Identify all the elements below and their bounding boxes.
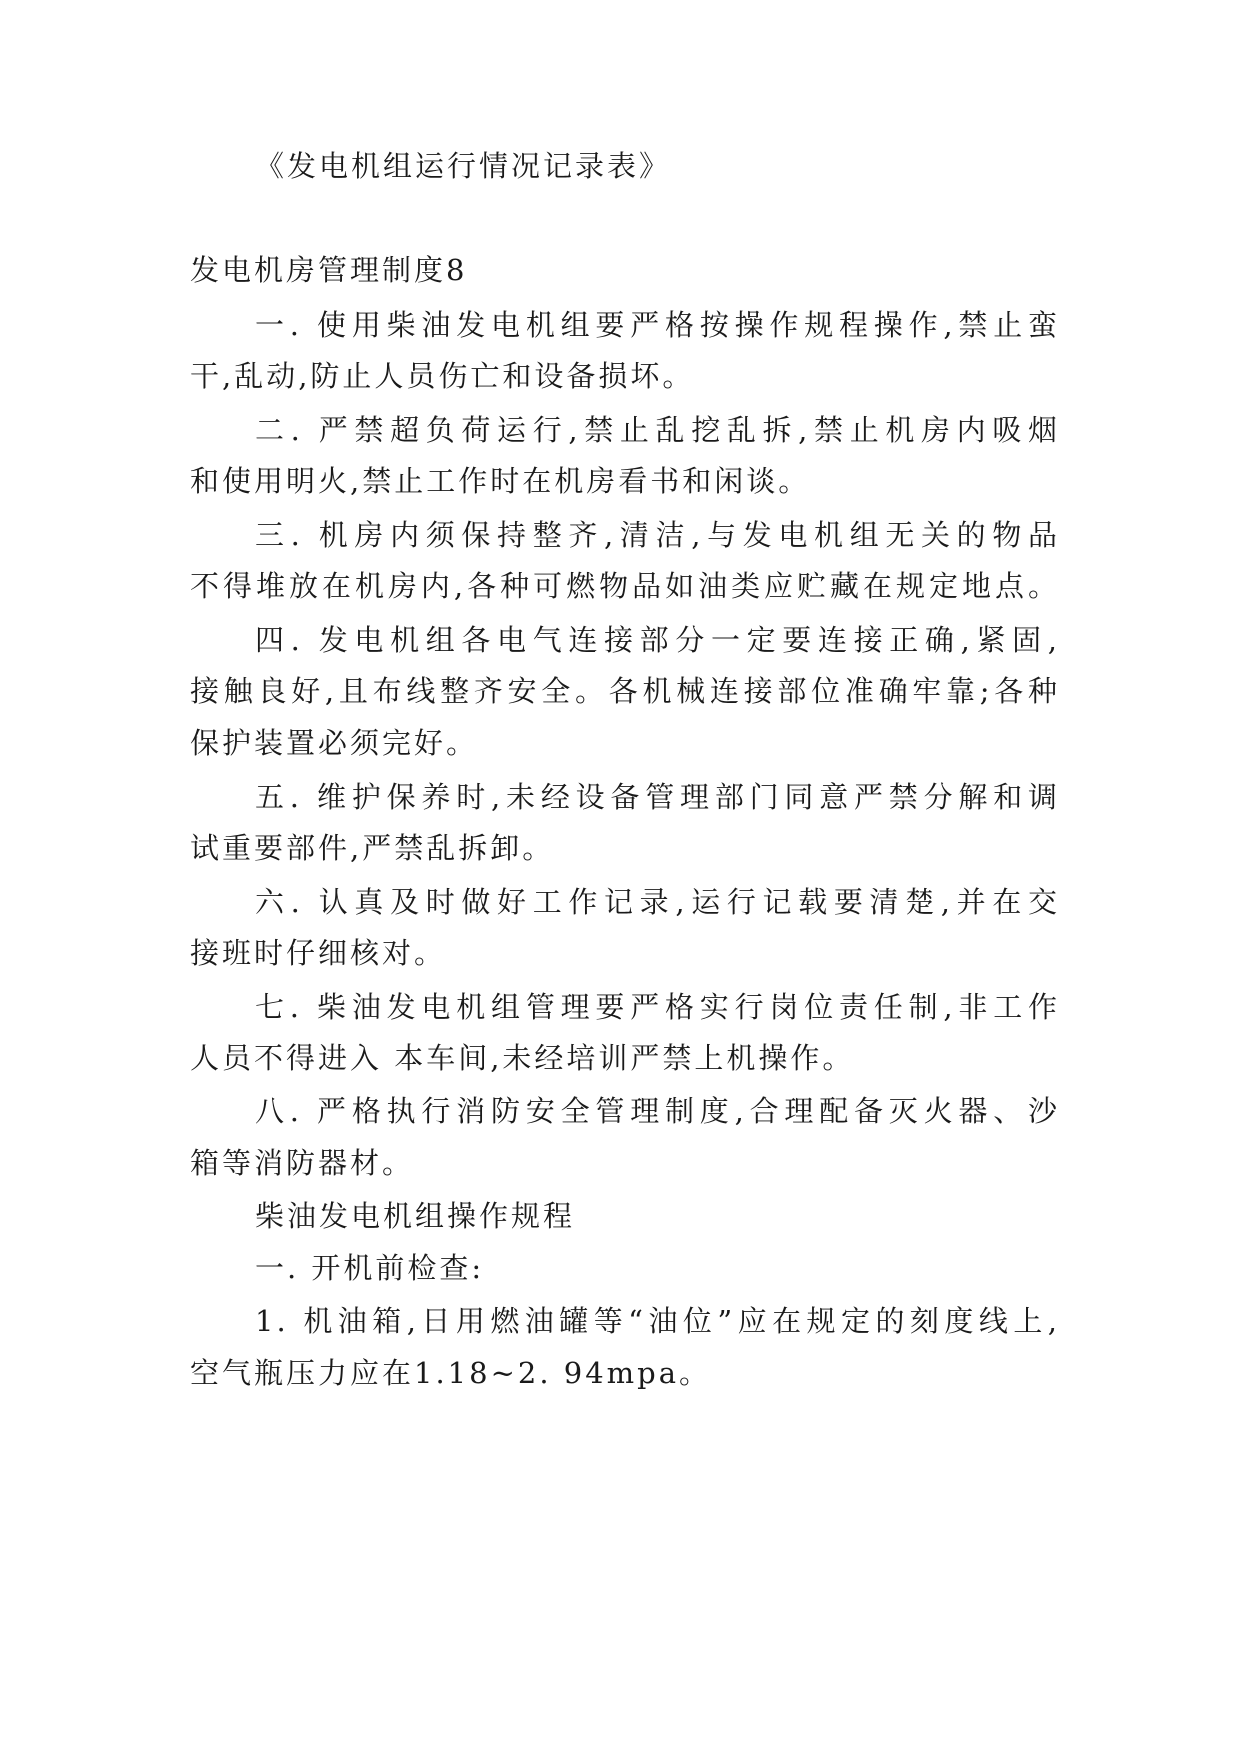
step-1-line-1: 1. 机油箱,日用燃油罐等“油位”应在规定的刻度线上,	[255, 1304, 1060, 1338]
procedure-heading: 柴油发电机组操作规程	[255, 1199, 576, 1233]
rule-8-line-1: 八. 严格执行消防安全管理制度,合理配备灭火器、沙	[255, 1094, 1060, 1128]
step-heading: 一. 开机前检查:	[255, 1251, 485, 1285]
rule-4-line-2: 接触良好,且布线整齐安全。各机械连接部位准确牢靠;各种	[190, 674, 1060, 708]
rule-7-line-2: 人员不得进入 本车间,未经培训严禁上机操作。	[190, 1041, 855, 1075]
rule-1-line-1: 一. 使用柴油发电机组要严格按操作规程操作,禁止蛮	[255, 308, 1060, 342]
rule-3-line-1: 三. 机房内须保持整齐,清洁,与发电机组无关的物品	[255, 518, 1060, 552]
rule-2-line-2: 和使用明火,禁止工作时在机房看书和闲谈。	[190, 464, 811, 498]
rule-6-line-1: 六. 认真及时做好工作记录,运行记载要清楚,并在交	[255, 885, 1060, 919]
rule-2-line-1: 二. 严禁超负荷运行,禁止乱挖乱拆,禁止机房内吸烟	[255, 413, 1060, 447]
rule-5-line-2: 试重要部件,严禁乱拆卸。	[190, 831, 555, 865]
rule-4-line-3: 保护装置必须完好。	[190, 726, 479, 760]
rule-6-line-2: 接班时仔细核对。	[190, 936, 447, 970]
step-1-line-2: 空气瓶压力应在1.18~2. 94mpa。	[190, 1356, 712, 1390]
rule-5-line-1: 五. 维护保养时,未经设备管理部门同意严禁分解和调	[255, 780, 1060, 814]
rule-1-line-2: 干,乱动,防止人员伤亡和设备损坏。	[190, 359, 695, 393]
rule-8-line-2: 箱等消防器材。	[190, 1146, 415, 1180]
rule-4-line-1: 四. 发电机组各电气连接部分一定要连接正确,紧固,	[255, 623, 1060, 657]
section-heading: 发电机房管理制度8	[190, 253, 468, 287]
document-title: 《发电机组运行情况记录表》	[255, 149, 672, 183]
rule-7-line-1: 七. 柴油发电机组管理要严格实行岗位责任制,非工作	[255, 990, 1060, 1024]
rule-3-line-2: 不得堆放在机房内,各种可燃物品如油类应贮藏在规定地点。	[190, 569, 1060, 603]
